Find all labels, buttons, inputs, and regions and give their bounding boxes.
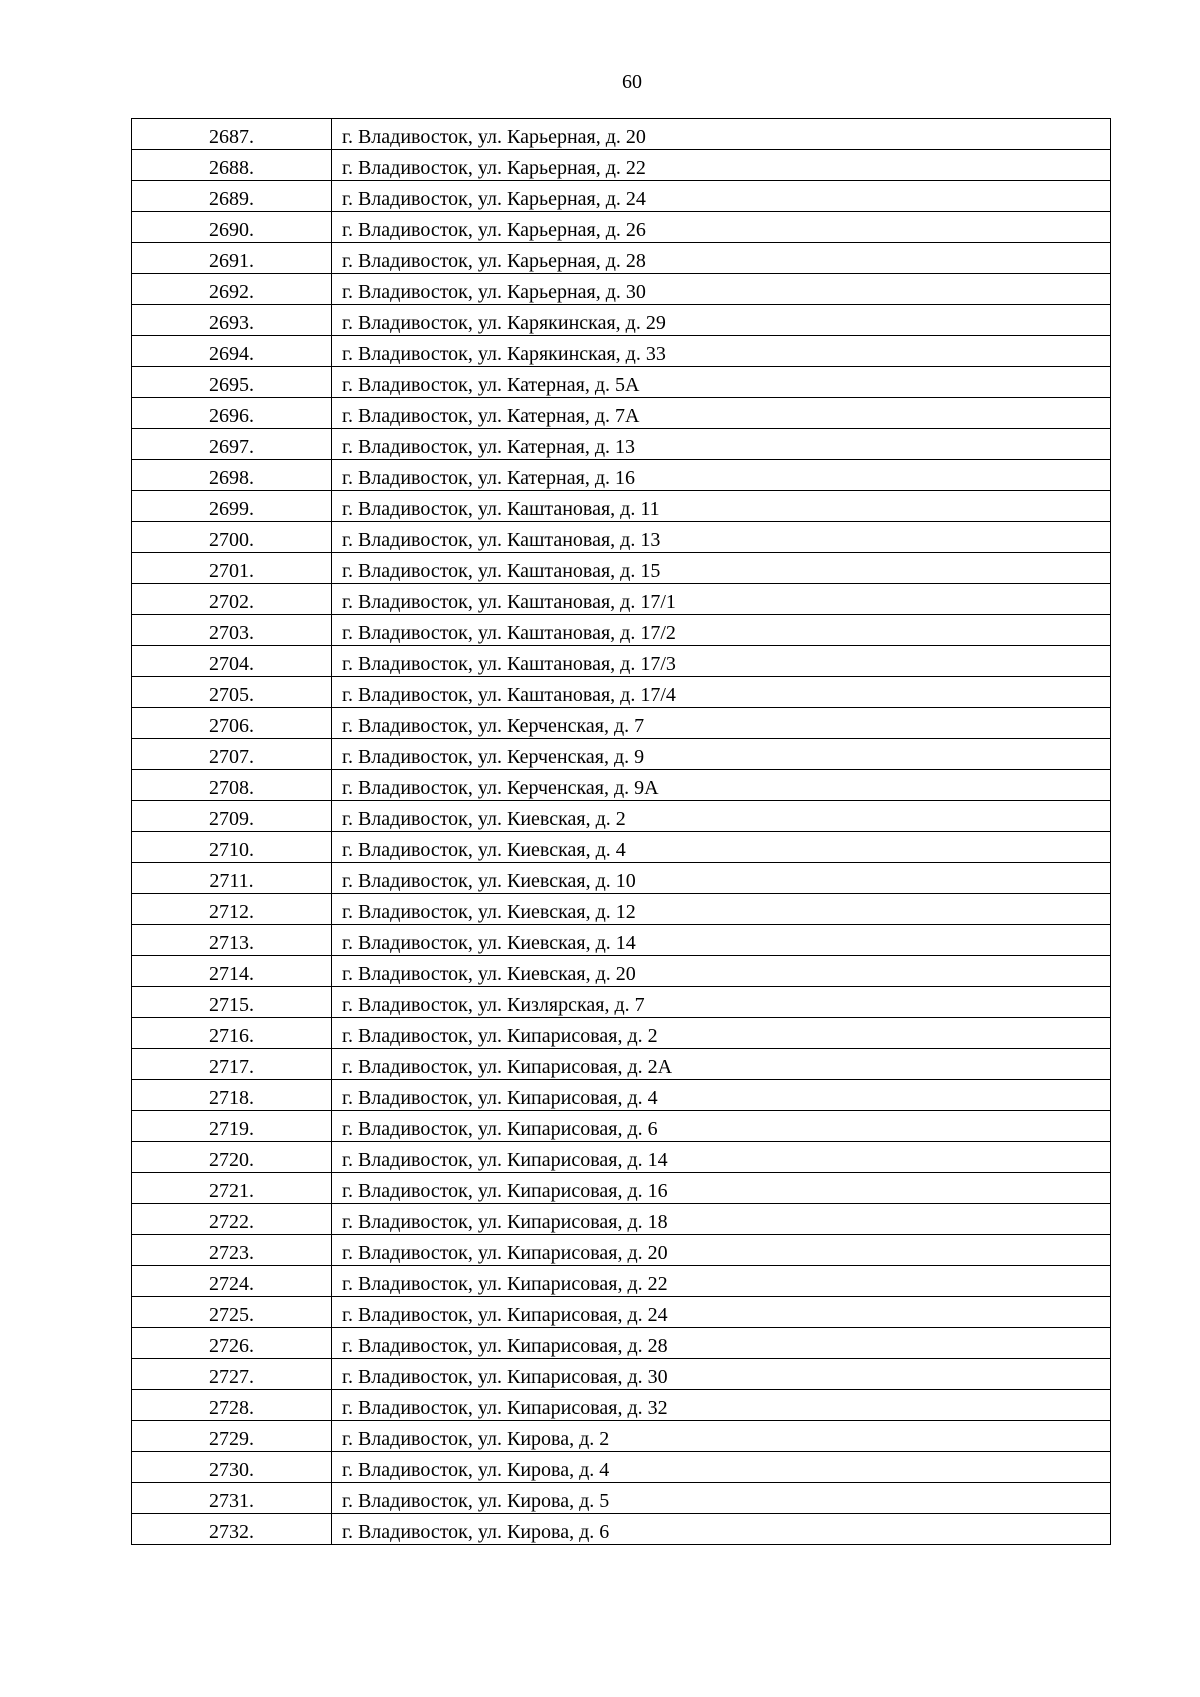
address-cell: г. Владивосток, ул. Катерная, д. 7А: [332, 398, 1111, 429]
address-cell: г. Владивосток, ул. Карякинская, д. 33: [332, 336, 1111, 367]
address-cell: г. Владивосток, ул. Кипарисовая, д. 30: [332, 1359, 1111, 1390]
address-cell: г. Владивосток, ул. Кипарисовая, д. 22: [332, 1266, 1111, 1297]
address-cell: г. Владивосток, ул. Кипарисовая, д. 24: [332, 1297, 1111, 1328]
row-number-cell: 2726.: [132, 1328, 332, 1359]
table-row: [132, 398, 1111, 429]
address-cell: г. Владивосток, ул. Катерная, д. 13: [332, 429, 1111, 460]
table-row: [132, 429, 1111, 460]
row-number-cell: 2731.: [132, 1483, 332, 1514]
table-row: [132, 956, 1111, 987]
table-row: [132, 553, 1111, 584]
address-cell: г. Владивосток, ул. Катерная, д. 5А: [332, 367, 1111, 398]
row-number-cell: 2706.: [132, 708, 332, 739]
table-row: [132, 1049, 1111, 1080]
address-cell: г. Владивосток, ул. Карьерная, д. 26: [332, 212, 1111, 243]
row-number-cell: 2705.: [132, 677, 332, 708]
address-cell: г. Владивосток, ул. Керченская, д. 9: [332, 739, 1111, 770]
row-number-cell: 2694.: [132, 336, 332, 367]
address-cell: г. Владивосток, ул. Кипарисовая, д. 6: [332, 1111, 1111, 1142]
address-cell: г. Владивосток, ул. Киевская, д. 2: [332, 801, 1111, 832]
row-number-cell: 2693.: [132, 305, 332, 336]
table-row: [132, 150, 1111, 181]
table-row: [132, 1421, 1111, 1452]
row-number-cell: 2713.: [132, 925, 332, 956]
address-cell: г. Владивосток, ул. Керченская, д. 7: [332, 708, 1111, 739]
address-cell: г. Владивосток, ул. Кирова, д. 4: [332, 1452, 1111, 1483]
address-cell: г. Владивосток, ул. Киевская, д. 10: [332, 863, 1111, 894]
row-number-cell: 2728.: [132, 1390, 332, 1421]
row-number-cell: 2712.: [132, 894, 332, 925]
row-number-cell: 2710.: [132, 832, 332, 863]
address-cell: г. Владивосток, ул. Киевская, д. 4: [332, 832, 1111, 863]
table-row: [132, 1204, 1111, 1235]
table-row: [132, 1235, 1111, 1266]
address-cell: г. Владивосток, ул. Кипарисовая, д. 2А: [332, 1049, 1111, 1080]
table-row: [132, 336, 1111, 367]
row-number-cell: 2691.: [132, 243, 332, 274]
row-number-cell: 2722.: [132, 1204, 332, 1235]
table-row: [132, 801, 1111, 832]
address-cell: г. Владивосток, ул. Кизлярская, д. 7: [332, 987, 1111, 1018]
table-row: [132, 367, 1111, 398]
table-row: [132, 1080, 1111, 1111]
address-cell: г. Владивосток, ул. Кипарисовая, д. 32: [332, 1390, 1111, 1421]
table-row: [132, 615, 1111, 646]
row-number-cell: 2697.: [132, 429, 332, 460]
address-cell: г. Владивосток, ул. Кирова, д. 6: [332, 1514, 1111, 1545]
row-number-cell: 2703.: [132, 615, 332, 646]
address-cell: г. Владивосток, ул. Каштановая, д. 17/3: [332, 646, 1111, 677]
row-number-cell: 2695.: [132, 367, 332, 398]
row-number-cell: 2711.: [132, 863, 332, 894]
table-row: [132, 1142, 1111, 1173]
address-cell: г. Владивосток, ул. Каштановая, д. 17/4: [332, 677, 1111, 708]
row-number-cell: 2721.: [132, 1173, 332, 1204]
table-row: [132, 212, 1111, 243]
table-row: [132, 863, 1111, 894]
row-number-cell: 2732.: [132, 1514, 332, 1545]
table-row: [132, 677, 1111, 708]
row-number-cell: 2727.: [132, 1359, 332, 1390]
table-row: [132, 584, 1111, 615]
table-row: [132, 708, 1111, 739]
page-number: 60: [622, 71, 642, 93]
address-cell: г. Владивосток, ул. Кипарисовая, д. 28: [332, 1328, 1111, 1359]
row-number-cell: 2725.: [132, 1297, 332, 1328]
table-row: [132, 646, 1111, 677]
table-row: [132, 1111, 1111, 1142]
table-row: [132, 1173, 1111, 1204]
row-number-cell: 2714.: [132, 956, 332, 987]
row-number-cell: 2709.: [132, 801, 332, 832]
table-row: [132, 1390, 1111, 1421]
table-row: [132, 243, 1111, 274]
row-number-cell: 2688.: [132, 150, 332, 181]
table-row: [132, 491, 1111, 522]
address-cell: г. Владивосток, ул. Киевская, д. 12: [332, 894, 1111, 925]
row-number-cell: 2699.: [132, 491, 332, 522]
address-cell: г. Владивосток, ул. Каштановая, д. 17/2: [332, 615, 1111, 646]
table-row: [132, 460, 1111, 491]
row-number-cell: 2692.: [132, 274, 332, 305]
address-cell: г. Владивосток, ул. Карьерная, д. 24: [332, 181, 1111, 212]
row-number-cell: 2716.: [132, 1018, 332, 1049]
row-number-cell: 2702.: [132, 584, 332, 615]
table-row: [132, 832, 1111, 863]
row-number-cell: 2707.: [132, 739, 332, 770]
row-number-cell: 2730.: [132, 1452, 332, 1483]
row-number-cell: 2720.: [132, 1142, 332, 1173]
row-number-cell: 2724.: [132, 1266, 332, 1297]
row-number-cell: 2718.: [132, 1080, 332, 1111]
table-row: [132, 522, 1111, 553]
row-number-cell: 2704.: [132, 646, 332, 677]
address-cell: г. Владивосток, ул. Керченская, д. 9А: [332, 770, 1111, 801]
table-row: [132, 770, 1111, 801]
row-number-cell: 2698.: [132, 460, 332, 491]
table-row: [132, 1483, 1111, 1514]
row-number-cell: 2687.: [132, 119, 332, 150]
address-cell: г. Владивосток, ул. Карьерная, д. 22: [332, 150, 1111, 181]
address-cell: г. Владивосток, ул. Карякинская, д. 29: [332, 305, 1111, 336]
row-number-cell: 2715.: [132, 987, 332, 1018]
address-cell: г. Владивосток, ул. Карьерная, д. 30: [332, 274, 1111, 305]
row-number-cell: 2689.: [132, 181, 332, 212]
table-row: [132, 739, 1111, 770]
table-row: [132, 1266, 1111, 1297]
address-cell: г. Владивосток, ул. Каштановая, д. 13: [332, 522, 1111, 553]
address-table: [131, 118, 1111, 1545]
table-row: [132, 1328, 1111, 1359]
address-cell: г. Владивосток, ул. Катерная, д. 16: [332, 460, 1111, 491]
table-row: [132, 1359, 1111, 1390]
table-row: [132, 1297, 1111, 1328]
table-row: [132, 987, 1111, 1018]
row-number-cell: 2729.: [132, 1421, 332, 1452]
row-number-cell: 2701.: [132, 553, 332, 584]
table-row: [132, 1452, 1111, 1483]
row-number-cell: 2700.: [132, 522, 332, 553]
address-cell: г. Владивосток, ул. Кипарисовая, д. 18: [332, 1204, 1111, 1235]
address-table-body: [132, 119, 1111, 1545]
table-row: [132, 181, 1111, 212]
row-number-cell: 2717.: [132, 1049, 332, 1080]
row-number-cell: 2723.: [132, 1235, 332, 1266]
table-row: [132, 119, 1111, 150]
address-cell: г. Владивосток, ул. Кипарисовая, д. 20: [332, 1235, 1111, 1266]
address-cell: г. Владивосток, ул. Киевская, д. 20: [332, 956, 1111, 987]
address-cell: г. Владивосток, ул. Карьерная, д. 28: [332, 243, 1111, 274]
row-number-cell: 2708.: [132, 770, 332, 801]
table-row: [132, 274, 1111, 305]
table-row: [132, 894, 1111, 925]
table-row: [132, 925, 1111, 956]
address-cell: г. Владивосток, ул. Кипарисовая, д. 4: [332, 1080, 1111, 1111]
address-cell: г. Владивосток, ул. Кипарисовая, д. 16: [332, 1173, 1111, 1204]
address-cell: г. Владивосток, ул. Кирова, д. 2: [332, 1421, 1111, 1452]
address-cell: г. Владивосток, ул. Кирова, д. 5: [332, 1483, 1111, 1514]
row-number-cell: 2696.: [132, 398, 332, 429]
address-cell: г. Владивосток, ул. Кипарисовая, д. 2: [332, 1018, 1111, 1049]
address-cell: г. Владивосток, ул. Каштановая, д. 11: [332, 491, 1111, 522]
table-row: [132, 305, 1111, 336]
address-cell: г. Владивосток, ул. Киевская, д. 14: [332, 925, 1111, 956]
row-number-cell: 2719.: [132, 1111, 332, 1142]
row-number-cell: 2690.: [132, 212, 332, 243]
table-row: [132, 1018, 1111, 1049]
address-cell: г. Владивосток, ул. Карьерная, д. 20: [332, 119, 1111, 150]
address-cell: г. Владивосток, ул. Каштановая, д. 15: [332, 553, 1111, 584]
address-cell: г. Владивосток, ул. Кипарисовая, д. 14: [332, 1142, 1111, 1173]
address-cell: г. Владивосток, ул. Каштановая, д. 17/1: [332, 584, 1111, 615]
table-row: [132, 1514, 1111, 1545]
